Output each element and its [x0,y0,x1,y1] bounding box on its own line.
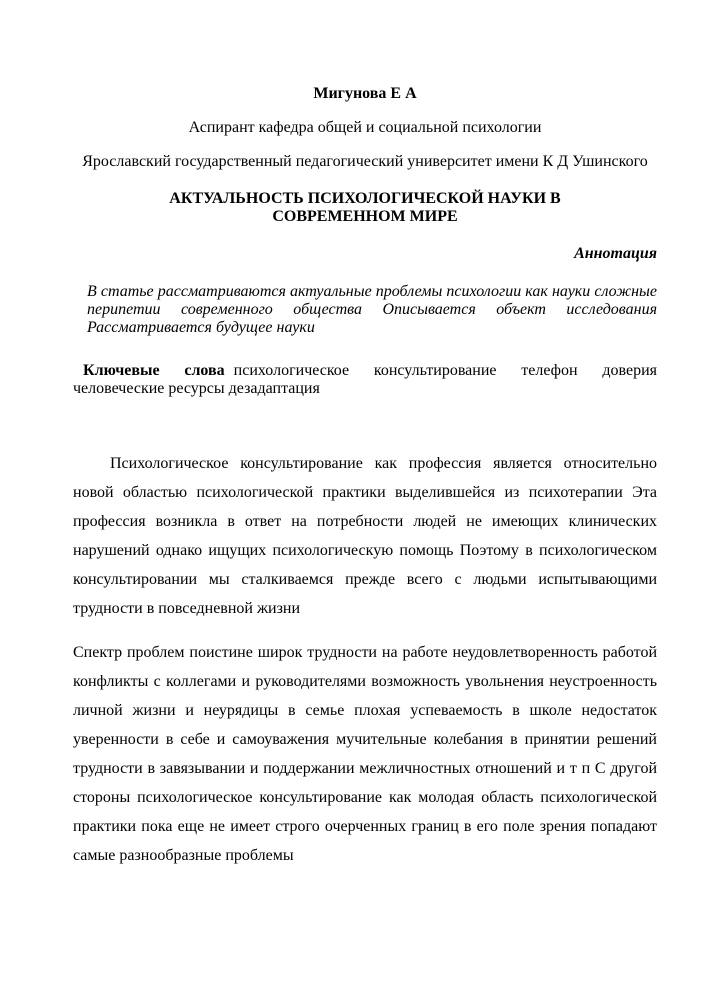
affiliation-university: Ярославский государственный педагогический университет имени К Д Ушинского [82,153,648,170]
keywords-line [73,362,657,398]
document-content [73,0,657,870]
keywords-text: психологическое консультирование телефон доверия человеческие ресурсы дезадаптация [73,362,657,397]
body-paragraph-1: Психологическое консультирование как профессия является относительно новой областью психологической практики выделившейся из психотерапии Эта профессия возникла в ответ на потребности людей не имеющих клинических нарушений однако ищущих психологическую помощь Поэтому в психологическом консультировании мы сталкиваемся прежде всего с людьми испытывающими трудности в повседневной жизни [73,455,657,617]
body-paragraph-2: Спектр проблем поистине широк трудности на работе неудовлетворенность работой конфликты с коллегами и руководителями возможность увольнения неустроенность личной жизни и неурядицы в семье плохая успеваемость в школе недостаток уверенности в себе и самоуважения мучительные колебания в принятии решений трудности в завязывании и поддержании межличностных отношений и т п С другой стороны психологическое консультирование как молодая область психологической практики пока еще не имеет строго очерченных границ в его поле зрения попадают самые разнообразные проблемы [73,644,657,864]
author-name: Мигунова Е А [313,85,417,102]
affiliation-position: Аспирант кафедра общей и социальной психологии [188,119,542,136]
paper-title: АКТУАЛЬНОСТЬ ПСИХОЛОГИЧЕСКОЙ НАУКИ В СОВРЕМЕННОМ МИРЕ [169,190,561,225]
keywords-label: Ключевые слова [83,362,225,379]
annotation-heading: Аннотация [574,245,657,262]
abstract-paragraph: В статье рассматриваются актуальные проблемы психологии как науки сложные перипетии современного общества Описывается объект исследования Рассматривается будущее науки [87,283,657,336]
